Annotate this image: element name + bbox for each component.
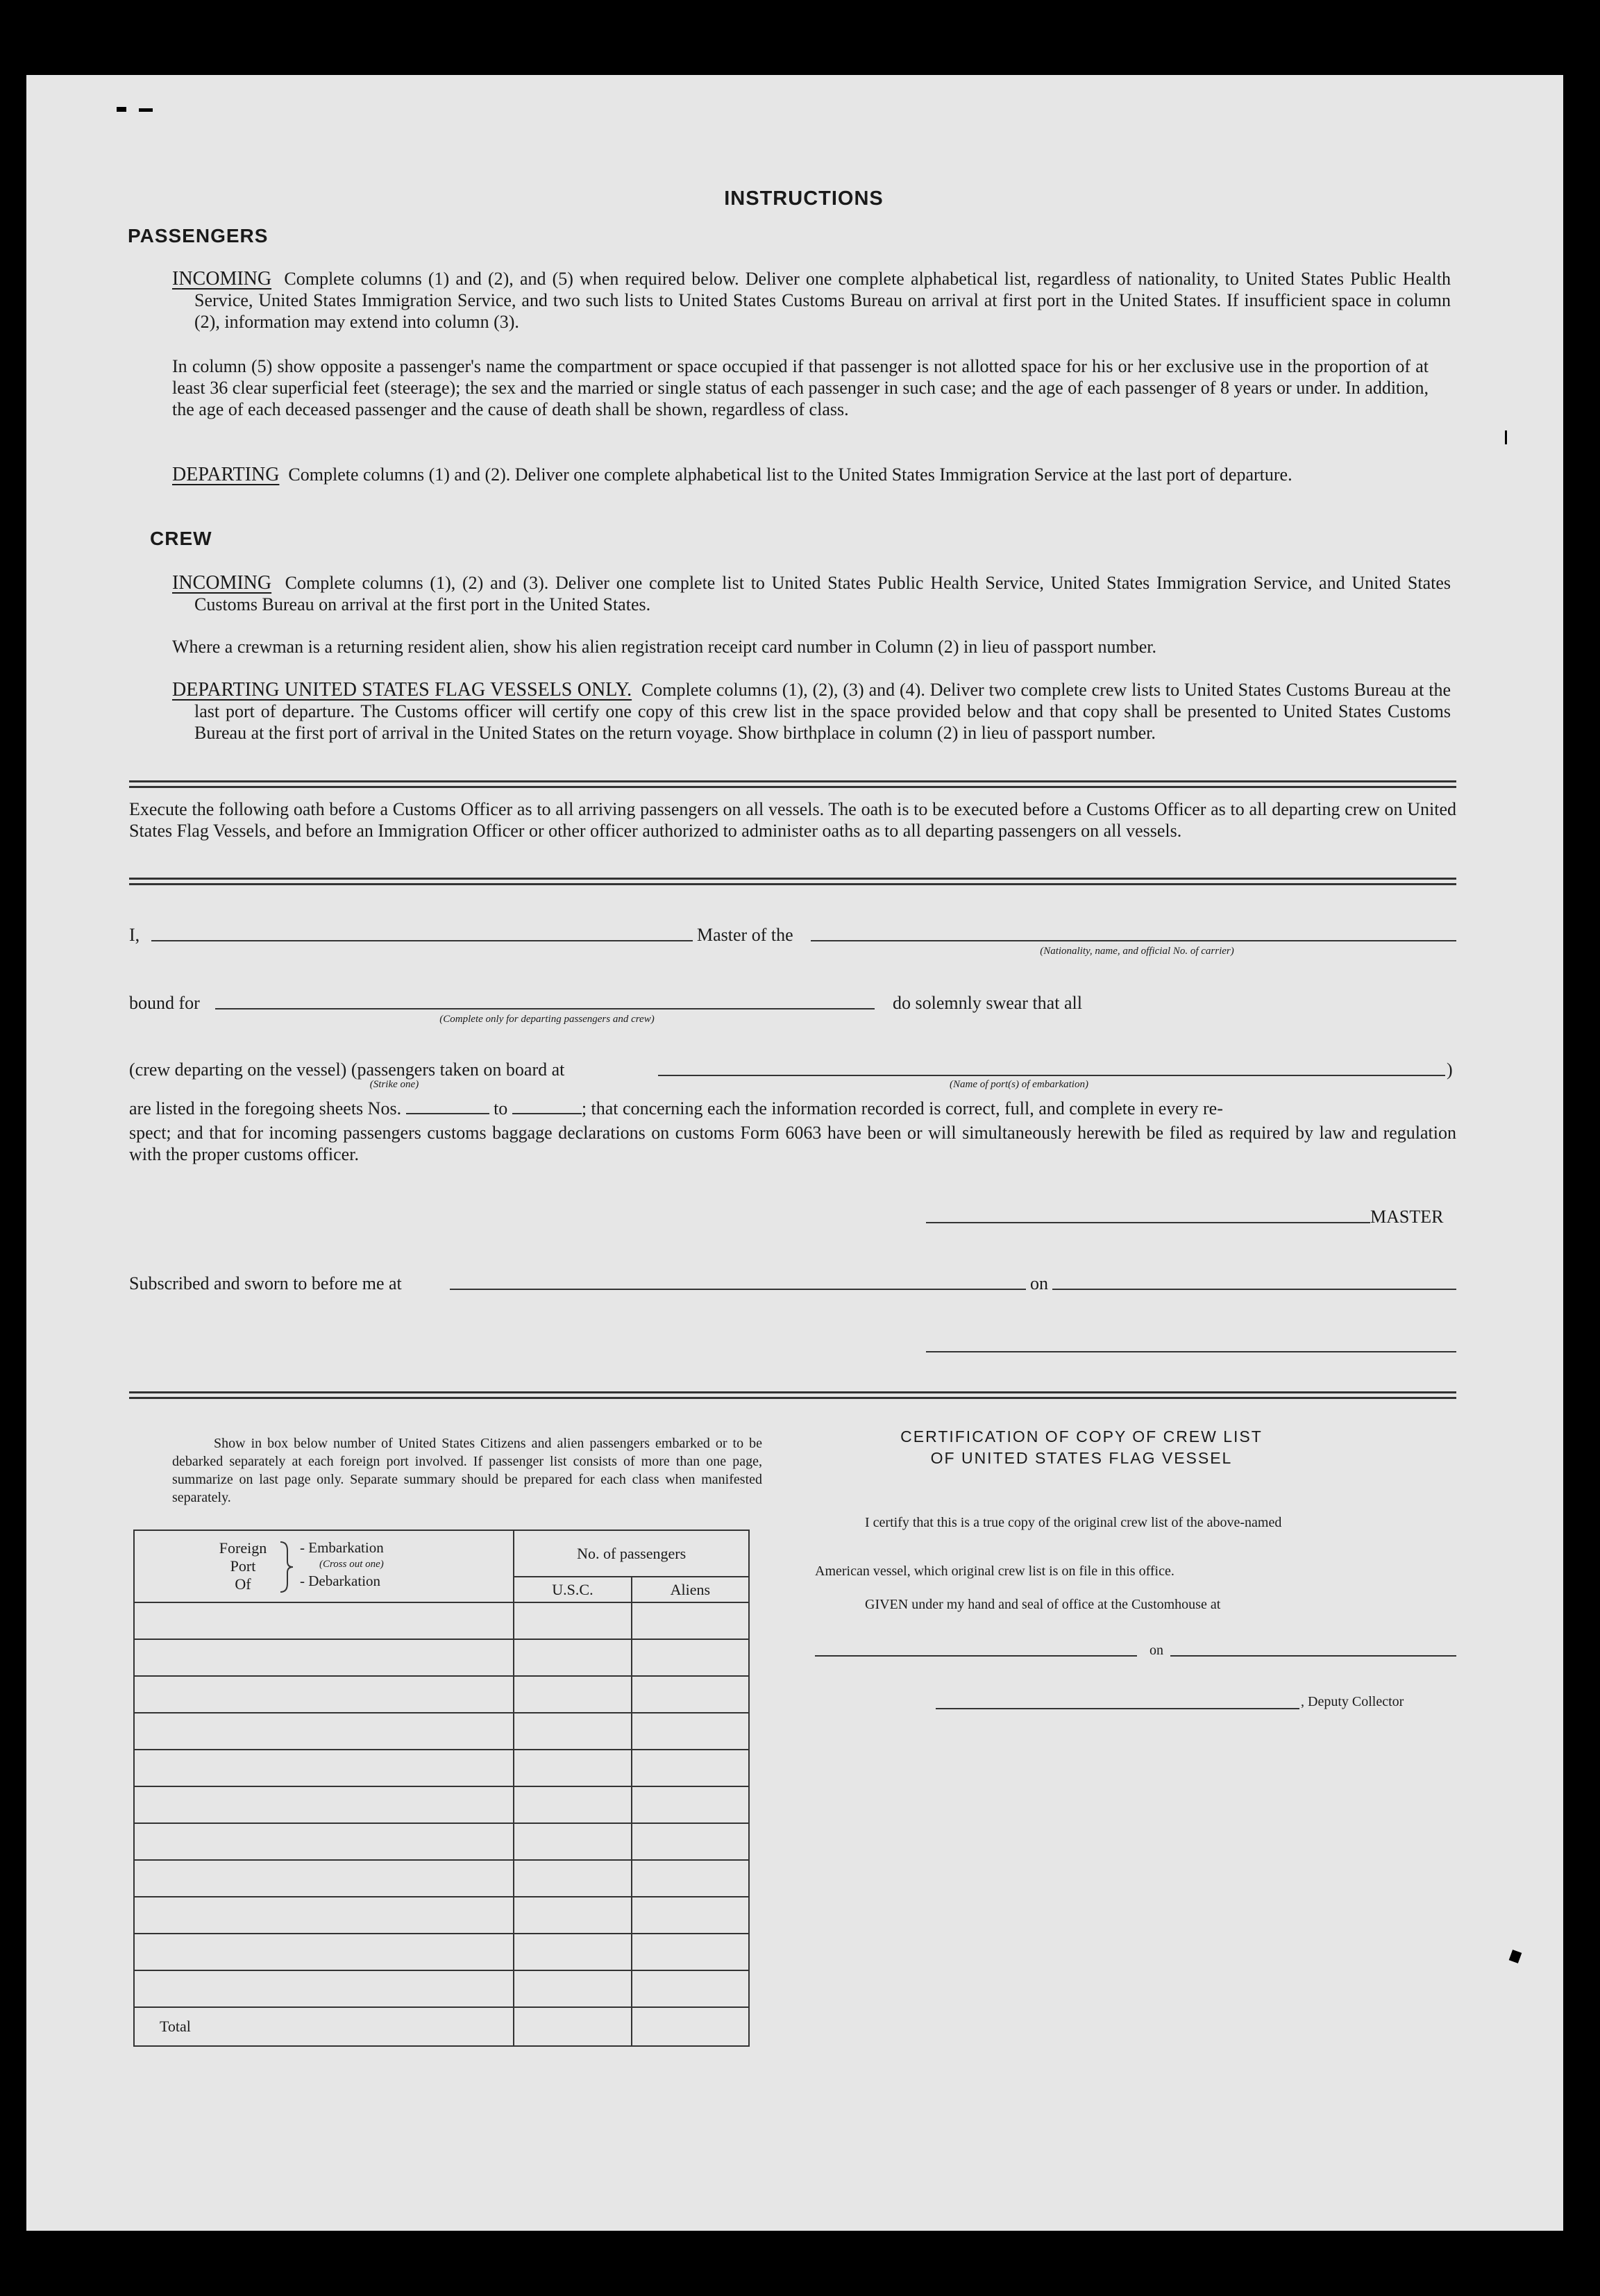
passengers-column5-paragraph: In column (5) show opposite a passenger's name the compartment or space occupied if that passenger is not allotted space for his or her exclusive use in the proportion of at least 36 clear superficial feet (steerage); the sex and the married or single status of each passenger in such case; and the age of each passenger of 8 years or under. In addition, the age of each deceased passenger and the cause of death shall be shown, regardless of class. [172,356,1429,419]
aliens-total-cell[interactable] [632,2007,749,2046]
customhouse-place-field[interactable] [815,1655,1137,1657]
usc-total-cell[interactable] [514,2007,631,2046]
stray-mark [1509,1950,1522,1963]
passengers-heading: PASSENGERS [128,225,269,246]
certification-title [839,1426,1324,1469]
usc-cell[interactable] [514,1750,631,1786]
table-row [134,1897,749,1934]
swear-text: do solemnly swear that all [893,993,1082,1013]
subscribed-on-label: on [1030,1273,1048,1293]
instructions-title: INSTRUCTIONS [724,187,884,210]
port-cell[interactable] [134,1713,514,1750]
usc-header: U.S.C. [514,1577,631,1602]
oath-i-label: I, [129,925,140,945]
deputy-collector-label: , Deputy Collector [1301,1694,1404,1709]
table-row [134,1676,749,1713]
embark-debark-labels [300,1539,508,1589]
master-of-label: Master of the [697,925,793,945]
usc-cell[interactable] [514,1676,631,1713]
sheet-from-field[interactable] [406,1113,489,1114]
port-cell[interactable] [134,1750,514,1786]
total-label: Total [134,2007,514,2046]
aliens-cell[interactable] [632,1897,749,1934]
port-header-lines [210,1539,276,1593]
passengers-count-header: No. of passengers [514,1530,749,1577]
aliens-cell[interactable] [632,1676,749,1713]
table-row [134,1786,749,1823]
subscribed-date-field[interactable] [1052,1289,1456,1290]
embarkation-option[interactable]: - Embarkation [300,1539,384,1556]
ports-caption: (Name of port(s) of embarkation) [950,1079,1088,1090]
listed-text-a: are listed in the foregoing sheets Nos. [129,1098,402,1118]
listed-to: to [494,1098,508,1118]
port-cell[interactable] [134,1676,514,1713]
listed-text-b: ; that concerning each the information recorded is correct, full, and complete in every re- [581,1098,1223,1118]
crew-passengers-text [129,1059,564,1080]
passengers-departing-paragraph [172,464,1451,485]
port-line1: Foreign [219,1539,267,1557]
certify-text-b: American vessel, which original crew list is on file in this office. [815,1564,1174,1579]
divider-bottom [129,1391,1456,1399]
stray-mark [117,107,126,112]
stray-mark [1505,430,1507,444]
form-sheet [26,75,1563,2231]
certification-title-line2: OF UNITED STATES FLAG VESSEL [930,1449,1233,1467]
port-cell[interactable] [134,1639,514,1676]
usc-cell[interactable] [514,1786,631,1823]
usc-cell[interactable] [514,1934,631,1970]
table-row [134,1639,749,1676]
master-signature-field[interactable] [926,1222,1370,1223]
officer-signature-field[interactable] [926,1351,1456,1352]
certification-title-line1: CERTIFICATION OF COPY OF CREW LIST [900,1427,1263,1446]
usc-cell[interactable] [514,1713,631,1750]
subscribed-label: Subscribed and sworn to before me at [129,1273,402,1293]
crew-incoming-text: Complete columns (1), (2) and (3). Deliver one complete list to United States Public Health Service, United States Immigration Service, and United States Customs Bureau on arrival at the first port in the United States. [194,573,1451,614]
debarkation-option[interactable]: - Debarkation [300,1573,381,1589]
crew-departing-label: DEPARTING UNITED STATES FLAG VESSELS ONLY. [172,679,632,701]
master-label: MASTER [1370,1207,1444,1227]
crew-departing-text: Complete columns (1), (2), (3) and (4). Deliver two complete crew lists to United States Customs Bureau at the last port of departure. The Customs officer will certify one copy of this crew list in the space provided below and that copy shall be presented to United States Customs Bureau at the first port of arrival in the United States on the return voyage. Show birthplace in column (2) in lieu of passport number. [194,680,1451,743]
crew-heading: CREW [150,528,212,549]
oath-intro: Execute the following oath before a Customs Officer as to all arriving passengers on all vessels. The oath is to be executed before a Customs Officer as to all departing crew on United States Flag Vessels, and before an Immigration Officer or other officer authorized to administer oaths as to all departing passengers on all vessels. [129,799,1456,841]
table-row [134,1934,749,1970]
close-paren: ) [1447,1059,1453,1080]
aliens-cell[interactable] [632,1713,749,1750]
crew-incoming-paragraph [172,572,1451,615]
port-line3: Of [235,1575,251,1593]
aliens-cell[interactable] [632,1934,749,1970]
certify-text-a: I certify that this is a true copy of the original crew list of the above-named [865,1515,1282,1530]
divider-top [129,780,1456,788]
carrier-caption: (Nationality, name, and official No. of carrier) [1040,946,1234,957]
subscribed-place-field[interactable] [450,1289,1026,1290]
passenger-summary-table [133,1530,750,2047]
carrier-field[interactable] [811,940,1456,941]
aliens-cell[interactable] [632,1860,749,1897]
strike-caption: (Strike one) [369,1079,419,1090]
usc-cell[interactable] [514,1639,631,1676]
usc-cell[interactable] [514,1860,631,1897]
table-row [134,1750,749,1786]
port-cell[interactable] [134,1897,514,1934]
aliens-cell[interactable] [632,1786,749,1823]
certification-date-field[interactable] [1170,1655,1456,1657]
table-row [134,1970,749,2007]
aliens-cell[interactable] [632,1823,749,1860]
passengers-incoming-paragraph [172,268,1451,333]
crew-departing-paragraph [172,679,1451,744]
table-row [134,1713,749,1750]
port-cell[interactable] [134,1823,514,1860]
divider-oath [129,878,1456,885]
usc-cell[interactable] [514,1823,631,1860]
total-row [134,2007,749,2046]
aliens-cell[interactable] [632,1970,749,2007]
given-text: GIVEN under my hand and seal of office at the Customhouse at [865,1597,1221,1612]
master-name-field[interactable] [151,940,693,941]
embarkation-ports-field[interactable] [658,1075,1445,1076]
crew-incoming-label: INCOMING [172,572,272,594]
stray-mark [139,108,153,112]
port-line2: Port [230,1557,256,1575]
cross-out-note: (Cross out one) [319,1559,384,1570]
listed-line [129,1098,1456,1119]
usc-cell[interactable] [514,1602,631,1639]
port-cell[interactable] [134,1786,514,1823]
aliens-cell[interactable] [632,1750,749,1786]
deputy-collector-signature-field[interactable] [936,1708,1299,1709]
port-cell[interactable] [134,1860,514,1897]
table-row [134,1602,749,1639]
aliens-cell[interactable] [632,1639,749,1676]
passengers-departing-text: Complete columns (1) and (2). Deliver one complete alphabetical list to the United States Immigration Service at the last port of departure. [288,464,1292,485]
table-row [134,1860,749,1897]
table-row [134,1823,749,1860]
crew-resident-paragraph: Where a crewman is a returning resident alien, show his alien registration receipt card number in Column (2) in lieu of passport number. [172,637,1157,657]
port-header-cell [134,1530,514,1602]
usc-cell[interactable] [514,1970,631,2007]
bound-for-field[interactable] [215,1008,875,1009]
certification-on-label: on [1150,1643,1163,1658]
aliens-cell[interactable] [632,1602,749,1639]
bound-for-label: bound for [129,993,200,1013]
port-cell[interactable] [134,1934,514,1970]
listed-text-c: spect; and that for incoming passengers customs baggage declarations on customs Form 6063 have been or will simultaneously herewith be filed as required by law and regulation with the proper customs officer. [129,1123,1456,1164]
passengers-departing-label: DEPARTING [172,464,280,485]
brace-icon [278,1539,294,1595]
passengers-incoming-label: INCOMING [172,268,272,290]
summary-note: Show in box below number of United States Citizens and alien passengers embarked or to be debarked separately at each foreign port involved. If passenger list consists of more than one page, summarize on last page only. Separate summary should be prepared for each class when manifested separately. [172,1436,762,1505]
passengers-incoming-text: Complete columns (1) and (2), and (5) when required below. Deliver one complete alphabetical list, regardless of nationality, to United States Public Health Service, United States Immigration Service, and two such lists to United States Customs Bureau on arrival at first port in the United States. If insufficient space in column (2), information may extend into column (3). [194,269,1451,332]
sheet-to-field[interactable] [512,1113,582,1114]
bound-for-caption: (Complete only for departing passengers and crew) [439,1014,655,1025]
crew-passengers-label: (crew departing on the vessel) (passengers taken on board at [129,1059,565,1080]
usc-cell[interactable] [514,1897,631,1934]
port-cell[interactable] [134,1970,514,2007]
port-cell[interactable] [134,1602,514,1639]
aliens-header: Aliens [632,1577,749,1602]
